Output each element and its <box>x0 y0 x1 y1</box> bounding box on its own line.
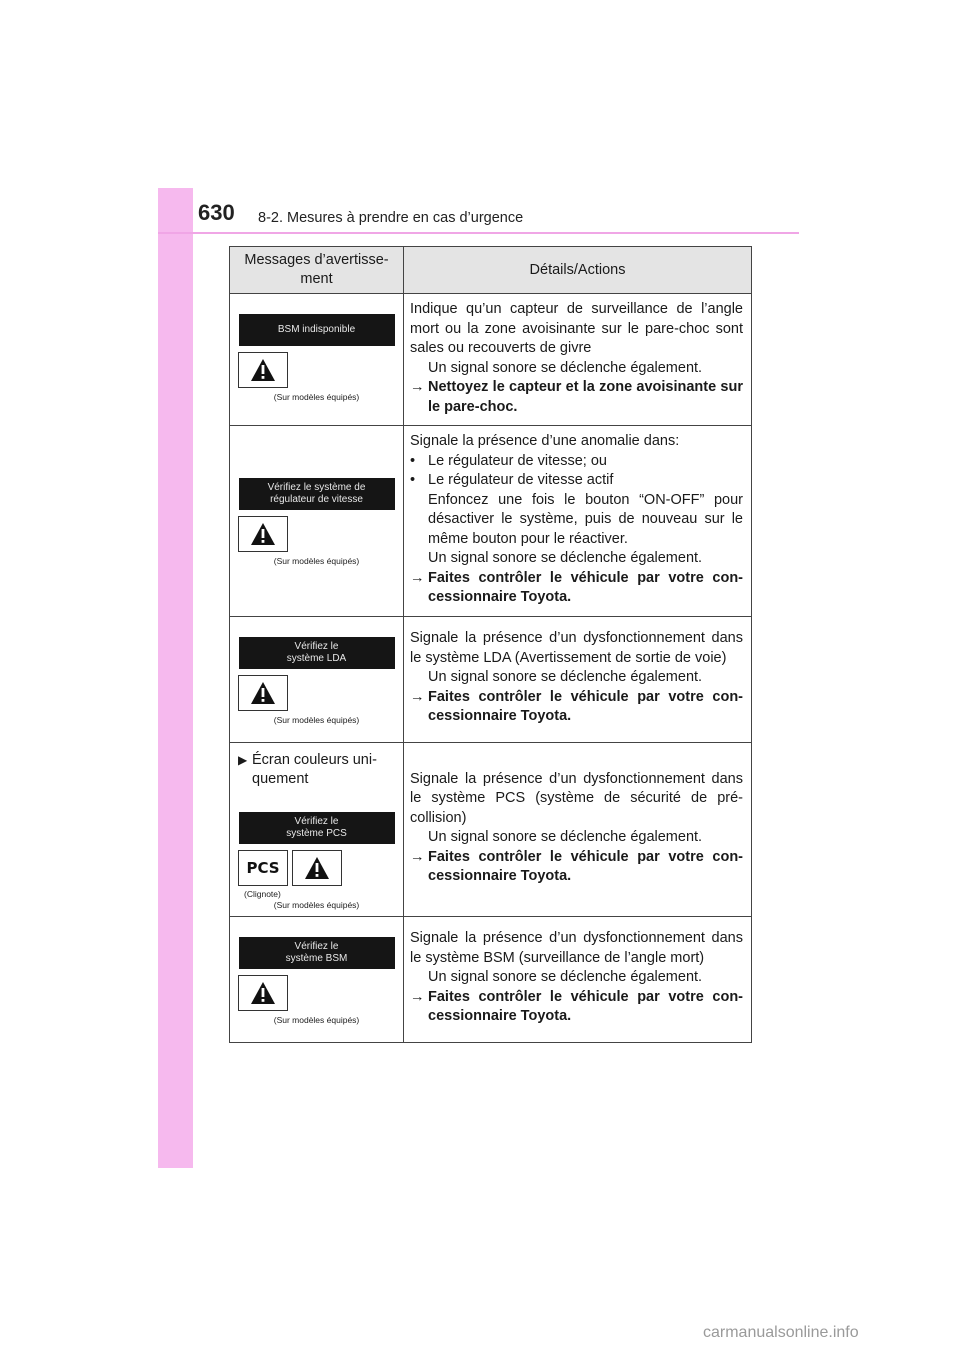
arrow-icon: → <box>410 379 425 395</box>
action-text: Faites contrôler le véhicule par votre con-cessionnaire Toyota. <box>428 988 743 1025</box>
message-cell <box>230 742 404 916</box>
blink-note: (Clignote) <box>244 888 281 899</box>
display-message-banner: Vérifiez le système de régulateur de vitesse <box>239 478 395 510</box>
arrow-icon: → <box>410 569 425 586</box>
display-message-banner: Vérifiez le système PCS <box>239 812 395 844</box>
table-row <box>230 294 752 426</box>
pcs-icon: PCS <box>238 850 288 886</box>
equipped-note: (Sur modèles équipés) <box>273 714 360 725</box>
arrow-icon: → <box>410 988 425 1005</box>
table-row <box>230 426 752 617</box>
page-number: 630 <box>198 200 235 225</box>
warning-triangle-icon <box>238 975 288 1011</box>
action-text: Faites contrôler le véhicule par votre con-cessionnaire Toyota. <box>428 848 743 884</box>
color-display-heading: Écran couleurs uni-quement <box>252 751 377 787</box>
action-text: Faites contrôler le véhicule par votre con-cessionnaire Toyota. <box>428 688 743 725</box>
side-tab-strip <box>158 188 193 1168</box>
equipped-note: (Sur modèles équipés) <box>273 392 360 402</box>
details-cell: Signale la présence d’une anomalie dans: • Le régulateur de vitesse; ou • Le régulateur de vitesse actif Enfoncez une fois le bouton “ON-OFF” pour désactiver le système, puis de nouveau sur le même bouton pour le réactiver. Un signal sonore se déclenche également. → Faites contrôler le véhicule par votre con-cessionnaire Toyota. <box>404 426 752 617</box>
message-cell <box>230 426 404 617</box>
details-cell: Signale la présence d’un dysfonctionnement dans le système LDA (Avertissement de sortie de voie) Un signal sonore se déclenche également. → Faites contrôler le véhicule par votre con-cessionnaire Toyota. <box>404 616 752 742</box>
action-text: Nettoyez le capteur et la zone avoisinante sur le pare-choc. <box>428 379 743 415</box>
details-cell: Signale la présence d’un dysfonctionnement dans le système PCS (système de sécurité de pré-collision) Un signal sonore se déclenche également. → Faites contrôler le véhicule par votre con-cessionnaire Toyota. <box>404 742 752 916</box>
message-cell <box>230 616 404 742</box>
arrow-icon: → <box>410 688 425 705</box>
table-row <box>230 742 752 916</box>
table-header-row <box>230 247 752 294</box>
equipped-note: (Sur modèles équipés) <box>273 1014 360 1025</box>
equipped-note: (Sur modèles équipés) <box>273 899 360 910</box>
table-row <box>230 616 752 742</box>
message-cell <box>230 294 404 426</box>
message-cell <box>230 916 404 1042</box>
details-cell: Indique qu’un capteur de surveillance de l’angle mort ou la zone avoisinante sur le pare-choc sont sales ou recouverts de givre Un signal sonore se déclenche également. → Nettoyez le capteur et la zone avoisinante sur le pare-choc. <box>404 294 752 426</box>
table-row <box>230 916 752 1042</box>
action-text: Faites contrôler le véhicule par votre con-cessionnaire Toyota. <box>428 569 743 605</box>
column-header-details: Détails/Actions <box>404 247 752 294</box>
triangle-bullet-icon: ▶ <box>238 752 248 767</box>
warning-messages-table <box>229 246 752 1043</box>
warning-triangle-icon <box>238 675 288 711</box>
equipped-note: (Sur modèles équipés) <box>273 556 360 566</box>
column-header-messages: Messages d’avertisse-ment <box>230 247 404 294</box>
display-message-banner: BSM indisponible <box>239 314 395 346</box>
warning-triangle-icon <box>292 850 342 886</box>
arrow-icon: → <box>410 848 425 865</box>
warning-triangle-icon <box>238 516 288 552</box>
watermark: carmanualsonline.info <box>703 1324 859 1341</box>
warning-triangle-icon <box>238 352 288 388</box>
display-message-banner: Vérifiez le système LDA <box>239 637 395 669</box>
header-rule <box>158 232 799 234</box>
details-cell: Signale la présence d’un dysfonctionnement dans le système BSM (surveillance de l’angle mort) Un signal sonore se déclenche également. → Faites contrôler le véhicule par votre con-cessionnaire Toyota. <box>404 916 752 1042</box>
display-message-banner: Vérifiez le système BSM <box>239 937 395 969</box>
section-title: 8-2. Mesures à prendre en cas d’urgence <box>258 210 524 226</box>
